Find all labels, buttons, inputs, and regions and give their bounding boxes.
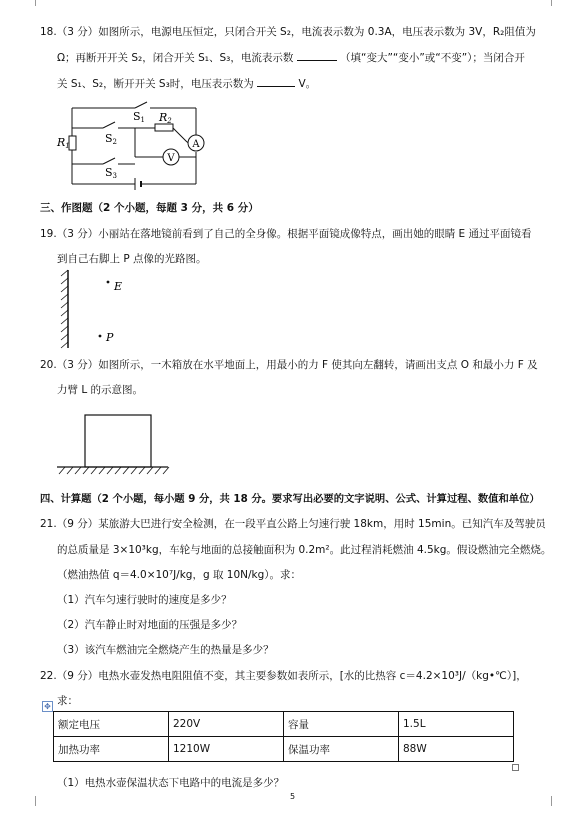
- switch-s1-blade: [135, 102, 147, 108]
- label-s1: S1: [133, 110, 146, 124]
- q20-line2: 力臂 L 的示意图。: [57, 384, 144, 396]
- point-p-label: P: [106, 331, 114, 344]
- section4-heading: 四、计算题（2 个小题，每小题 9 分，共 18 分。要求写出必要的文字说明、公式、计算过程、数值和单位）: [40, 493, 540, 505]
- q22-line2: 求：: [57, 695, 78, 707]
- q18-line2b: （填“变大”“变小”或“不变”）；当闭合开: [340, 52, 525, 64]
- label-r2: R2: [159, 111, 172, 125]
- section3-heading: 三、作图题（2 个小题，每题 3 分，共 6 分）: [40, 202, 259, 214]
- table-cell: 220V: [169, 712, 284, 737]
- parameter-table: [53, 711, 514, 762]
- point-e-label: E: [114, 280, 123, 293]
- label-r1: R1: [57, 136, 70, 150]
- q18-line3: [57, 76, 316, 91]
- q18-line2: [57, 50, 525, 65]
- table-row: [54, 737, 514, 762]
- q19-line1: 19.（3 分）小丽站在落地镜前看到了自己的全身像。根据平面镜成像特点，画出她的眼睛 E 通过平面镜看: [40, 228, 532, 240]
- q21-line2: 的总质量是 3×10³kg，车轮与地面的总接触面积为 0.2m²。此过程消耗燃油 4.5kg。假设燃油完全燃烧。: [57, 544, 552, 556]
- label-s3: S3: [105, 166, 118, 180]
- table-move-handle-icon[interactable]: ✥: [42, 701, 53, 712]
- ammeter-label: A: [192, 139, 200, 150]
- q22-line1: 22.（9 分）电热水壶发热电阻阻值不变，其主要参数如表所示，[水的比热容 c＝4.2×10³J/（kg•℃）]，: [40, 670, 527, 682]
- table-cell: 容量: [284, 712, 399, 737]
- switch-s2-blade: [103, 122, 115, 128]
- crop-mark-bottom-right: [551, 796, 560, 806]
- table-row: [54, 712, 514, 737]
- q20-line1: 20.（3 分）如图所示，一木箱放在水平地面上，用最小的力 F 使其向左翻转，请画出支点 O 和最小力 F 及: [40, 359, 538, 371]
- table-cell: 保温功率: [284, 737, 399, 762]
- q18-line2a: Ω；再断开开关 S₂，闭合开关 S₁、S₃，电流表示数: [57, 52, 294, 64]
- crop-mark-top-right: [551, 0, 560, 6]
- q22-sub1: （1）电热水壶保温状态下电路中的电流是多少？: [57, 777, 285, 789]
- q19-line2: 到自己右脚上 P 点像的光路图。: [57, 253, 207, 265]
- crop-mark-bottom-left: [35, 796, 44, 806]
- q21-line3: （燃油热值 q＝4.0×10⁷J/kg，g 取 10N/kg）。求：: [57, 569, 302, 581]
- table-resize-handle[interactable]: [512, 764, 519, 771]
- wooden-box: [85, 415, 151, 467]
- mirror-diagram: [60, 268, 130, 350]
- point-e-dot: [107, 281, 110, 284]
- table-cell: 额定电压: [54, 712, 169, 737]
- q21-sub1: （1）汽车匀速行驶时的速度是多少？: [57, 594, 232, 606]
- q21-sub3: （3）该汽车燃油完全燃烧产生的热量是多少？: [57, 644, 274, 656]
- point-p-dot: [99, 335, 102, 338]
- circuit-diagram: [55, 100, 215, 192]
- answer-blank-current[interactable]: [297, 50, 337, 61]
- answer-blank-voltage[interactable]: [257, 76, 295, 87]
- wooden-box-diagram: [55, 410, 170, 480]
- crop-mark-top-left: [35, 0, 44, 6]
- q18-line3b: V。: [298, 78, 317, 90]
- resistor-r2: [155, 124, 173, 131]
- q18-line3a: 关 S₁、S₂，断开开关 S₃时，电压表示数为: [57, 78, 254, 90]
- table-cell: 1210W: [169, 737, 284, 762]
- q18-line1: 18.（3 分）如图所示，电源电压恒定，只闭合开关 S₂，电流表示数为 0.3A，电压表示数为 3V，R₂阻值为: [40, 26, 536, 38]
- q21-sub2: （2）汽车静止时对地面的压强是多少？: [57, 619, 243, 631]
- label-s2: S2: [105, 132, 118, 146]
- table-cell: 88W: [399, 737, 514, 762]
- q21-line1: 21.（9 分）某旅游大巴进行安全检测，在一段平直公路上匀速行驶 18km，用时 15min。已知汽车及驾驶员: [40, 518, 546, 530]
- voltmeter-label: V: [167, 153, 175, 164]
- table-cell: 加热功率: [54, 737, 169, 762]
- page-number: 5: [290, 792, 296, 801]
- table-cell: 1.5L: [399, 712, 514, 737]
- switch-s3-blade: [103, 158, 115, 164]
- resistor-r1: [69, 136, 76, 150]
